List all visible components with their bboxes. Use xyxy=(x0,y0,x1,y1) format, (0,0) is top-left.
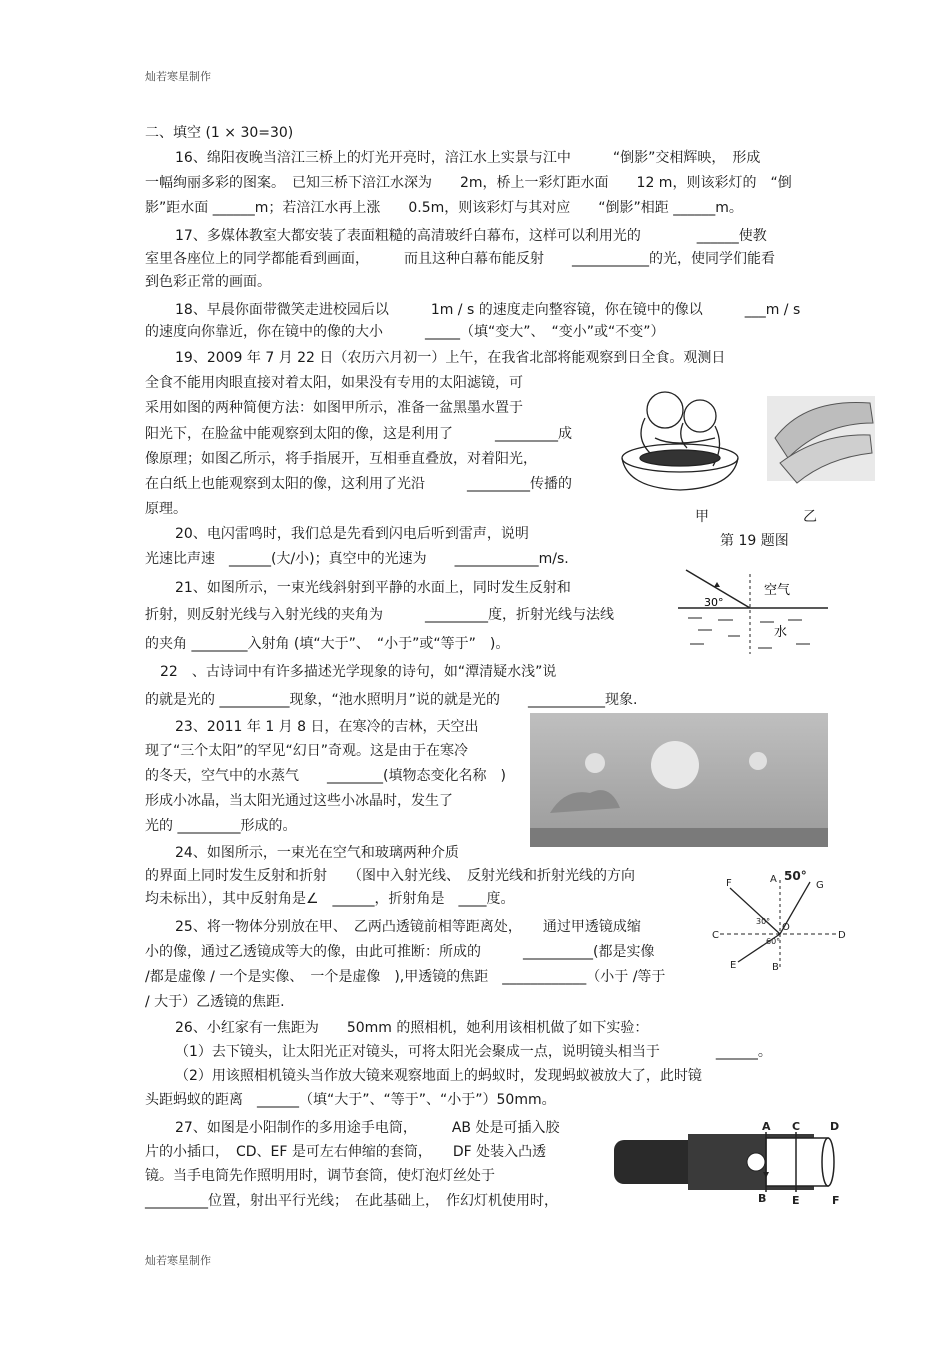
q22-line-2: 的就是光的 __________现象，“池水照明月”说的就是光的 ___________现象. xyxy=(145,692,638,708)
q24-line-3: 均未标出），其中反射角是∠ ______，折射角是 ____度。 xyxy=(145,891,515,907)
q20-line-2: 光速比声速 ______(大/小)；真空中的光速为 ____________m/s. xyxy=(145,551,569,567)
q16-line-1: 16、绵阳夜晚当涪江三桥上的灯光开亮时，涪江水上实景与江中 “倒影”交相辉映， 形成 xyxy=(175,150,761,166)
q21-line-2: 折射，则反射光线与入射光线的夹角为 _________度，折射光线与法线 xyxy=(145,607,614,623)
sun-icon xyxy=(651,741,699,789)
q27-line-2: 片的小插口， CD、EF 是可左右伸缩的套筒， DF 处装入凸透 xyxy=(145,1144,547,1160)
label-e: E xyxy=(792,1194,800,1207)
label-a: A xyxy=(770,874,777,885)
q21-line-3: 的夹角 ________入射角 (填“大于”、 “小于”或“等于” )。 xyxy=(145,636,510,652)
q17-line-2: 室里各座位上的同学都能看到画面， 而且这种白幕布能反射 ___________的光，使同学们能看 xyxy=(145,251,775,267)
page-header: 灿若寒星制作 xyxy=(145,70,211,83)
q23-line-3: 的冬天，空气中的水蒸气 ________(填物态变化名称 ) xyxy=(145,768,506,784)
q19-line-5: 像原理；如图乙所示，将手指展开，互相垂直叠放，对着阳光， xyxy=(145,451,537,467)
label-a: A xyxy=(762,1120,771,1133)
q21-figure xyxy=(678,564,828,656)
fig21-angle: 30° xyxy=(704,596,724,609)
water-hatch-marks xyxy=(688,618,810,648)
label-c: C xyxy=(792,1120,801,1133)
lens-tube xyxy=(766,1138,828,1186)
q17-line-1: 17、多媒体教室大都安装了表面粗糙的高清玻纤白幕布，这样可以利用光的 ______使教 xyxy=(175,228,767,244)
q23-sundog-photo xyxy=(530,713,828,847)
q16-line-2: 一幅绚丽多彩的图案。 已知三桥下涪江水深为 2m，桥上一彩灯距水面 12 m，则该彩灯的 “倒 xyxy=(145,175,792,191)
q19-line-2: 全食不能用肉眼直接对着太阳，如果没有专用的太阳滤镜，可 xyxy=(145,375,523,391)
q24-line-1: 24、如图所示，一束光在空气和玻璃两种介质 xyxy=(175,845,459,861)
q20-line-1: 20、电闪雷鸣时，我们总是先看到闪电后听到雷声，说明 xyxy=(175,526,529,542)
ray-of xyxy=(730,888,780,934)
q26-line-2: （1）去下镜头，让太阳光正对镜头，可将太阳光会聚成一点，说明镜头相当于 ______。 xyxy=(175,1044,772,1060)
crossed-hands-photo xyxy=(767,396,875,483)
q19-line-1: 19、2009 年 7 月 22 日（农历六月初一）上午，在我省北部将能观察到日全食。观测日 xyxy=(175,350,726,366)
bulb-icon xyxy=(747,1153,765,1171)
fig24-angle: 50° xyxy=(784,869,807,883)
q17-line-3: 到色彩正常的画面。 xyxy=(145,274,271,290)
q25-line-3: /都是虚像 / 一个是实像、 一个是虚像 ),甲透镜的焦距 ____________（小于 /等于 xyxy=(145,969,666,985)
q23-line-4: 形成小冰晶，当太阳光通过这些小冰晶时，发生了 xyxy=(145,793,453,809)
q26-line-4: 头距蚂蚁的距离 ______（填“大于”、“等于”、“小于”）50mm。 xyxy=(145,1092,556,1108)
q19-line-4: 阳光下，在脸盆中能观察到太阳的像，这是利用了 _________成 xyxy=(145,426,572,442)
label-f: F xyxy=(726,878,732,889)
q27-flashlight-figure xyxy=(608,1118,848,1208)
q18-line-2: 的速度向你靠近，你在镜中的像的大小 _____（填“变大”、 “变小”或“不变”） xyxy=(145,324,665,340)
q26-line-3: （2）用该照相机镜头当作放大镜来观察地面上的蚂蚁时，发现蚂蚁被放大了，此时镜 xyxy=(175,1068,702,1084)
label-o: O xyxy=(782,922,790,933)
q21-line-1: 21、如图所示，一束光线斜射到平静的水面上，同时发生反射和 xyxy=(175,580,571,596)
girls-basin-illustration xyxy=(622,392,738,490)
q19-line-6: 在白纸上也能观察到太阳的像，这利用了光沿 _________传播的 xyxy=(145,476,572,492)
q27-line-1: 27、如图是小阳制作的多用途手电筒， AB 处是可插入胶 xyxy=(175,1120,560,1136)
label-c: C xyxy=(712,930,719,941)
q18-line-1: 18、早晨你面带微笑走进校园后以 1m / s 的速度走向整容镜，你在镜中的像以 ___m / s xyxy=(175,302,801,318)
q16-line-3: 影”距水面 ______m；若涪江水再上涨 0.5m，则该彩灯与其对应 “倒影”相距 ______m。 xyxy=(145,200,743,216)
convex-lens xyxy=(822,1138,834,1186)
fig19-label-yi: 乙 xyxy=(803,509,817,525)
q27-line-3: 镜。当手电筒先作照明用时，调节套筒，使灯泡灯丝处于 xyxy=(145,1168,495,1184)
q27-line-4: _________位置，射出平行光线； 在此基础上， 作幻灯机使用时， xyxy=(145,1193,558,1209)
fig21-air-label: 空气 xyxy=(764,583,791,598)
label-b: B xyxy=(758,1192,767,1205)
q22-line-1: 22 、古诗词中有许多描述光学现象的诗句，如“潭清疑水浅”说 xyxy=(160,664,557,680)
q25-line-2: 小的像，通过乙透镜成等大的像，由此可推断：所成的 __________(都是实像 xyxy=(145,944,655,960)
fig24-angle-30: 30° xyxy=(756,917,771,926)
fig21-water-label: 水 xyxy=(774,625,788,640)
q19-line-7: 原理。 xyxy=(145,501,187,517)
fig19-label-jia: 甲 xyxy=(695,509,709,525)
q25-line-1: 25、将一物体分别放在甲、 乙两凸透镜前相等距离处， 通过甲透镜成缩 xyxy=(175,919,641,935)
ray-arrow-icon xyxy=(714,582,720,587)
label-g: G xyxy=(816,880,824,891)
q19-figure xyxy=(615,378,880,498)
label-d: D xyxy=(830,1120,840,1133)
fig24-angle-60: 60° xyxy=(766,937,781,946)
section-title: 二、填空 (1 × 30=30) xyxy=(145,125,294,141)
fig19-caption: 第 19 题图 xyxy=(720,533,789,549)
q19-line-3: 采用如图的两种简便方法：如图甲所示，准备一盆黑墨水置于 xyxy=(145,400,523,416)
label-e: E xyxy=(730,960,737,971)
sundog-right-icon xyxy=(749,752,767,770)
q23-line-1: 23、2011 年 1 月 8 日，在寒冷的吉林，天空出 xyxy=(175,719,479,735)
label-b: B xyxy=(772,962,779,973)
label-f: F xyxy=(832,1194,840,1207)
q23-line-5: 光的 _________形成的。 xyxy=(145,818,297,834)
q26-line-1: 26、小红家有一焦距为 50mm 的照相机，她利用该相机做了如下实验： xyxy=(175,1020,649,1036)
page-footer: 灿若寒星制作 xyxy=(145,1254,211,1267)
q24-line-2: 的界面上同时发生反射和折射 （图中入射光线、 反射光线和折射光线的方向 xyxy=(145,868,635,884)
label-d: D xyxy=(838,930,846,941)
q24-figure xyxy=(700,862,848,974)
sundog-left-icon xyxy=(585,753,605,773)
q25-line-4: / 大于）乙透镜的焦距. xyxy=(145,994,285,1010)
q23-line-2: 现了“三个太阳”的罕见“幻日”奇观。这是由于在寒冷 xyxy=(145,743,469,759)
